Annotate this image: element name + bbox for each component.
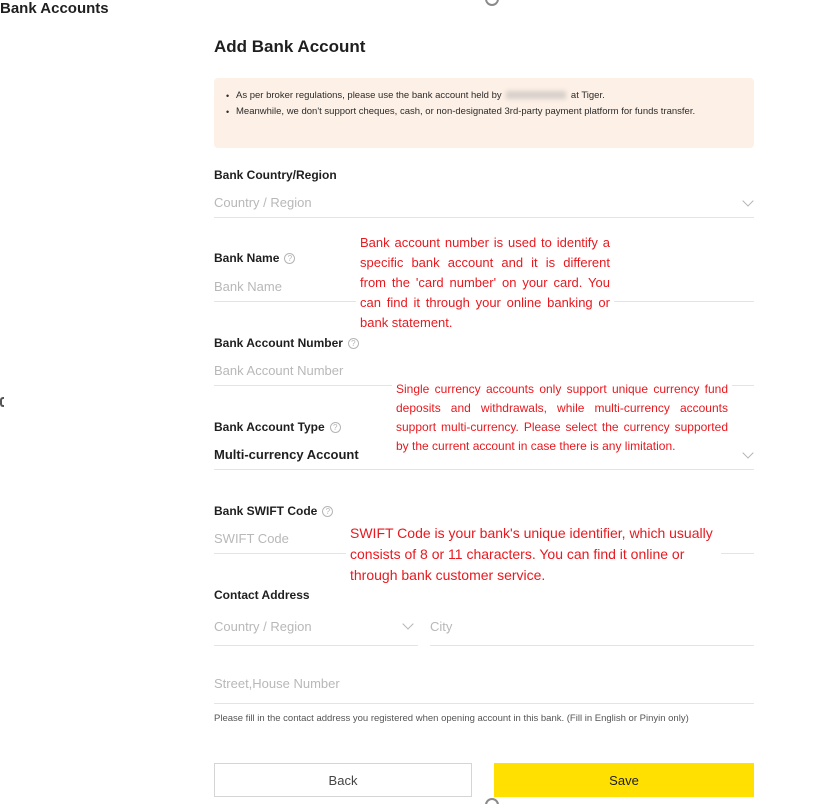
help-icon[interactable]: ? [322,506,333,517]
help-icon[interactable]: ? [330,422,341,433]
page-header: Bank Accounts [0,0,109,17]
bank-account-number-input[interactable]: Bank Account Number [214,356,754,386]
notice-item: • As per broker regulations, please use the bank account held by at Tiger. [224,88,744,104]
notice-item: • Meanwhile, we don't support cheques, cash, or non-designated 3rd-party payment platform for funds transfer. [224,104,744,120]
bank-swift-code-input[interactable]: SWIFT Code [214,524,754,554]
help-icon[interactable]: ? [348,338,359,349]
save-button[interactable]: Save [494,763,754,797]
back-button[interactable]: Back [214,763,472,797]
bank-account-type-label: Bank Account Type ? [214,420,341,434]
bank-swift-code-label: Bank SWIFT Code ? [214,504,333,518]
form-title: Add Bank Account [214,37,366,56]
bank-name-input[interactable]: Bank Name [214,272,754,302]
contact-street-input[interactable]: Street,House Number [214,664,754,704]
chevron-down-icon [402,618,413,629]
swift-code-annotation: SWIFT Code is your bank's unique identifier, which usually consists of 8 or 11 characters. You can find it online or through bank customer service. [346,521,721,588]
contact-country-select[interactable]: Country / Region [214,608,418,646]
bank-country-label: Bank Country/Region [214,168,337,182]
bank-account-type-select[interactable]: Multi-currency Account [214,440,754,470]
loading-spinner-icon [485,798,499,804]
contact-city-input[interactable]: City [430,608,754,646]
account-number-annotation: Bank account number is used to identify a specific bank account and it is different from the 'card number' on your card. You can find it through your online banking or bank statement. [356,231,614,335]
notice-box [214,78,754,148]
account-type-annotation: Single currency accounts only support unique currency fund deposits and withdrawals, while multi-currency accounts support multi-currency. Please select the currency supported by the current account in case there is any limitation. [392,378,732,458]
bank-country-select[interactable]: Country / Region [214,188,754,218]
contact-address-hint: Please fill in the contact address you registered when opening account in this bank. (Fill in English or Pinyin only) [214,713,689,724]
collapse-handle-icon[interactable] [0,397,4,407]
contact-address-label: Contact Address [214,588,310,602]
bank-name-label: Bank Name ? [214,251,295,265]
bank-account-number-label: Bank Account Number ? [214,336,359,350]
chevron-down-icon [742,447,753,458]
redacted-name [506,91,566,99]
help-icon[interactable]: ? [284,253,295,264]
loading-spinner-icon [485,0,499,6]
chevron-down-icon [742,195,753,206]
